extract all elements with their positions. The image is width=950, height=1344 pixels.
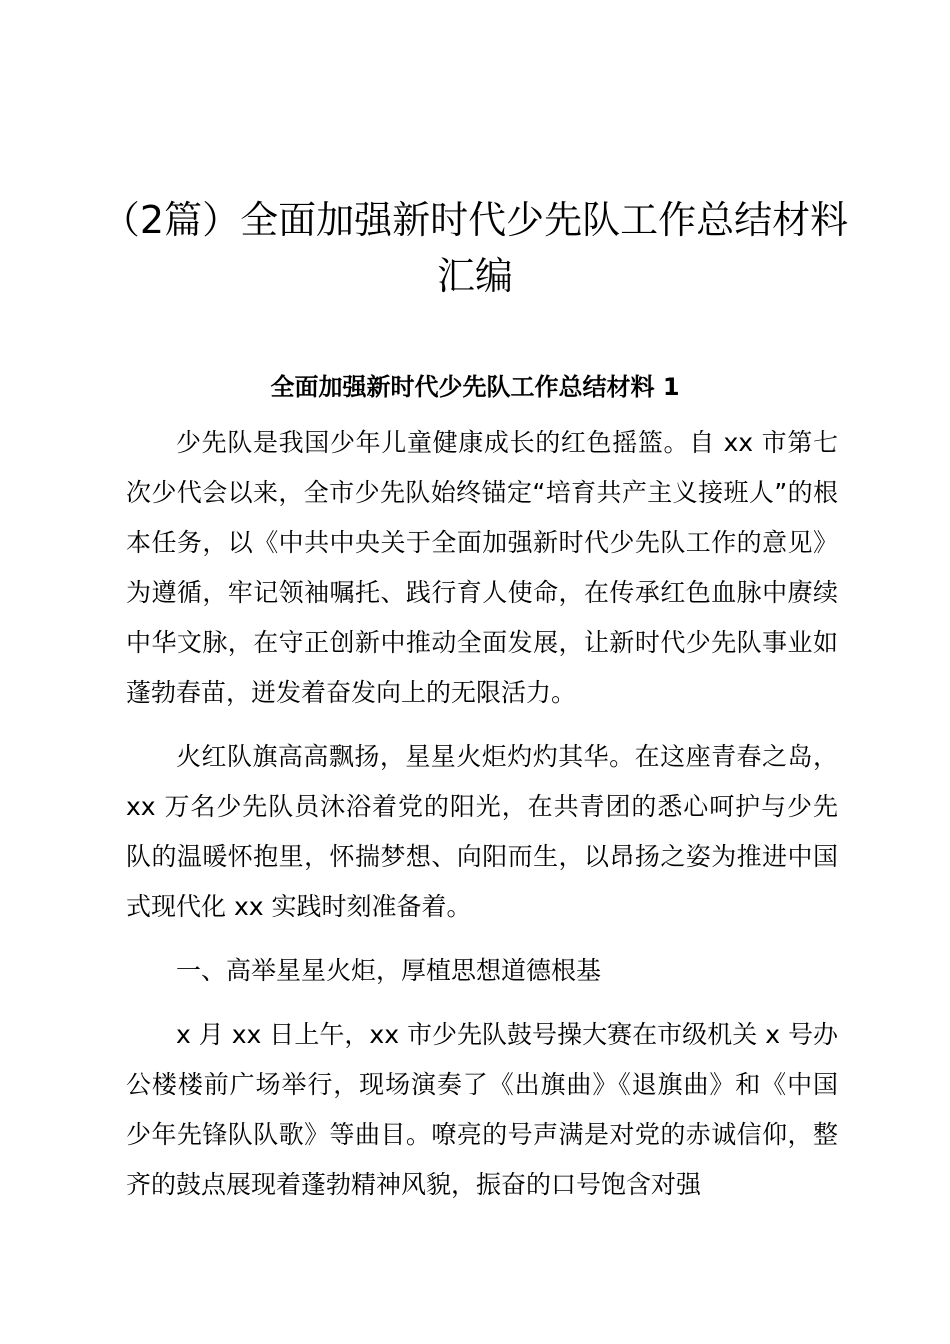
paragraph-torch: 火红队旗高高飘扬，星星火炬灼灼其华。在这座青春之岛，xx 万名少先队员沐浴着党的阳光，在共青团的悉心呵护与少先队的温暖怀抱里，怀揣梦想、向阳而生，以昂扬之姿为推进中国式现代化 xx 实践时刻准备着。 (126, 742, 838, 921)
section-title: 全面加强新时代少先队工作总结材料 1 (270, 373, 680, 401)
document-body (126, 418, 838, 1224)
paragraph-drum-contest: x 月 xx 日上午，xx 市少先队鼓号操大赛在市级机关 x 号办公楼楼前广场举行，现场演奏了《出旗曲》《退旗曲》和《中国少年先锋队队歌》等曲目。嘹亮的号声满是对党的赤诚信仰，整齐的鼓点展现着蓬勃精神风貌，振奋的口号饱含对强 (126, 1020, 838, 1199)
document-title: （2篇）全面加强新时代少先队工作总结材料汇编 (101, 198, 849, 298)
heading-part-one: 一、高举星星火炬，厚植思想道德根基 (176, 956, 602, 985)
paragraph-intro: 少先队是我国少年儿童健康成长的红色摇篮。自 xx 市第七次少代会以来，全市少先队始终锚定“培育共产主义接班人”的根本任务，以《中共中央关于全面加强新时代少先队工作的意见》为遵循，牢记领袖嘱托、践行育人使命，在传承红色血脉中赓续中华文脉，在守正创新中推动全面发展，让新时代少先队事业如蓬勃春苗，迸发着奋发向上的无限活力。 (126, 428, 838, 707)
